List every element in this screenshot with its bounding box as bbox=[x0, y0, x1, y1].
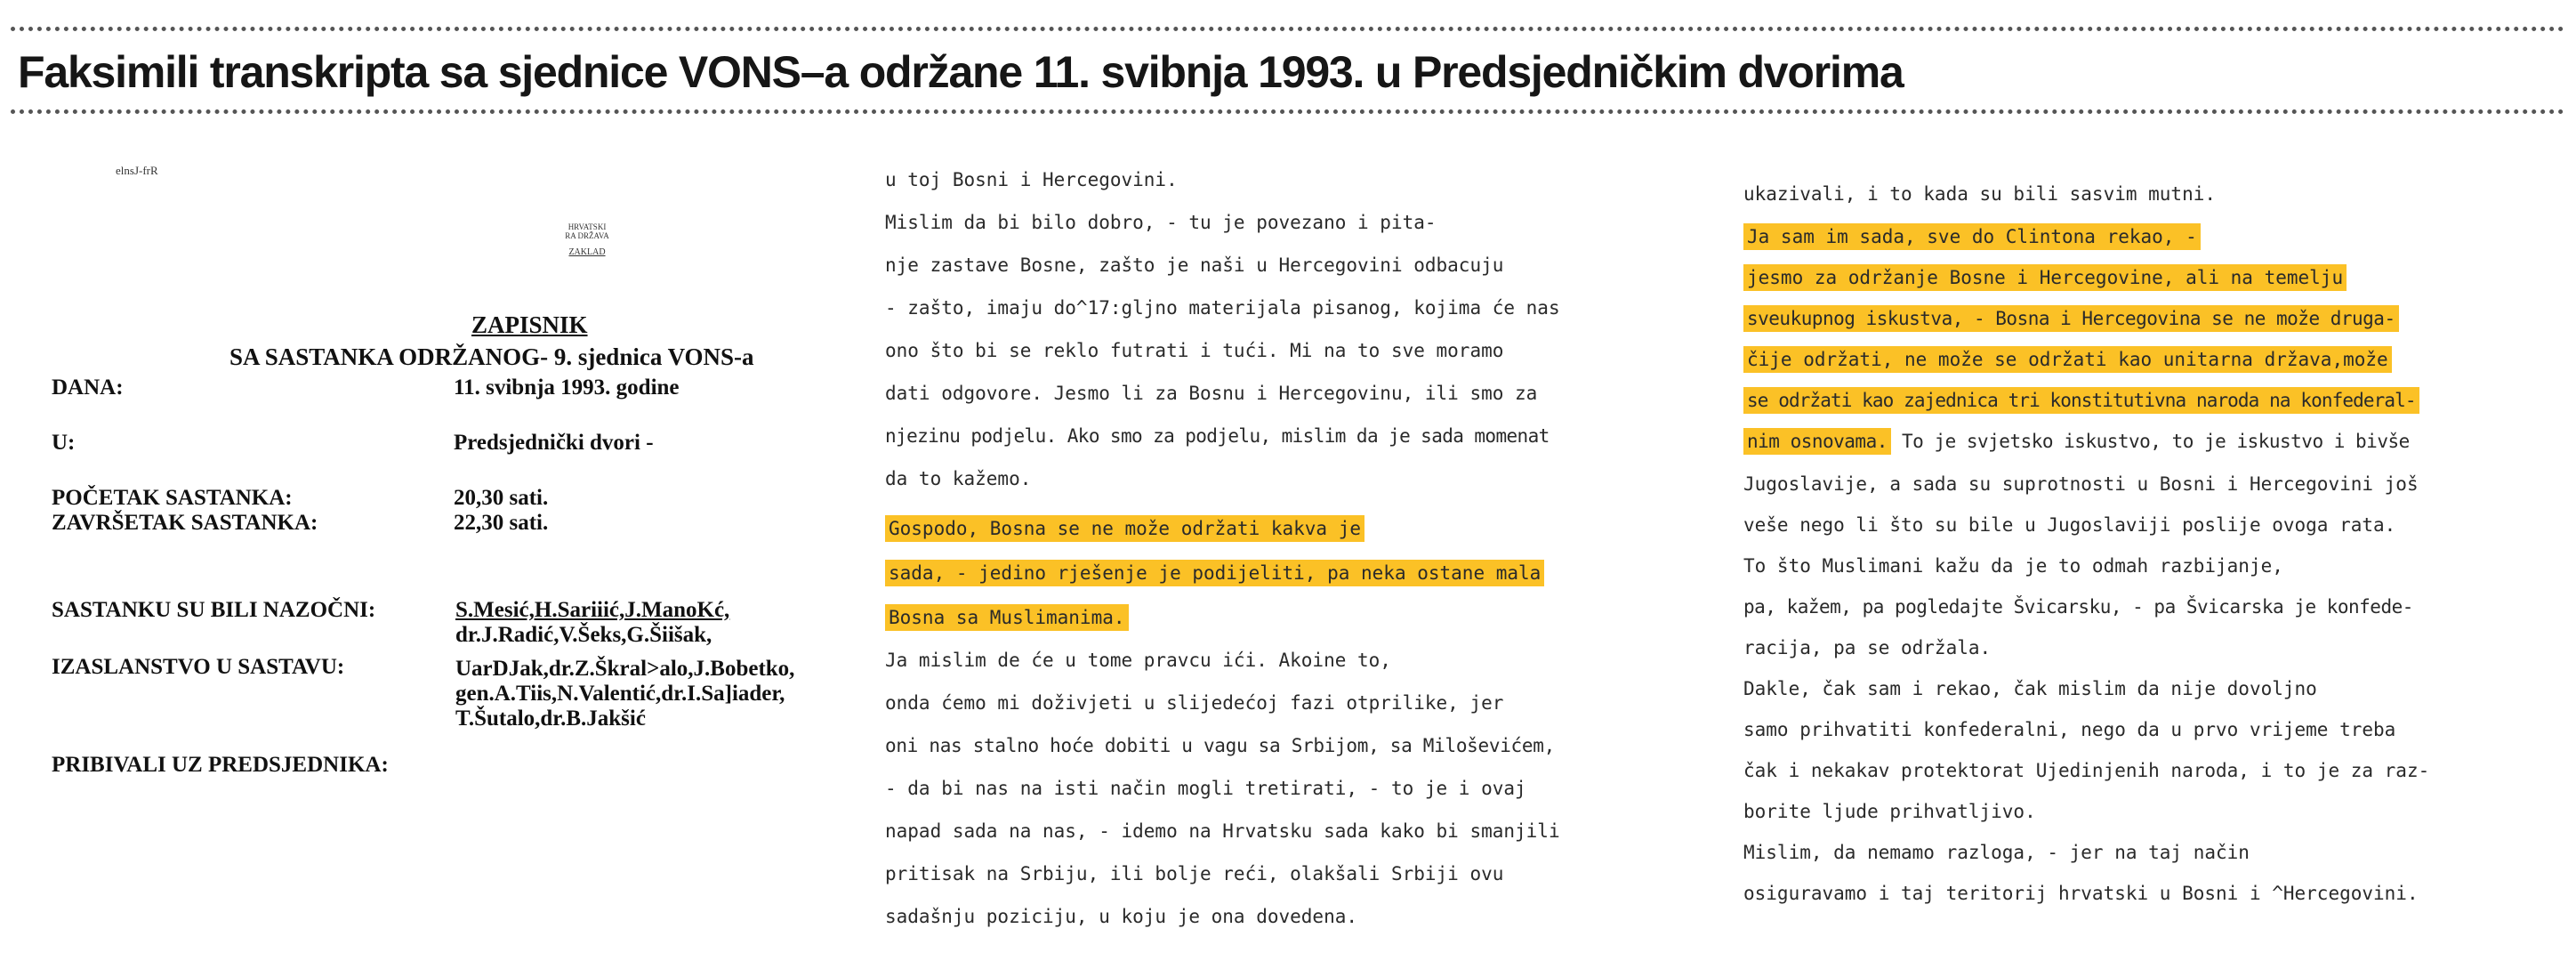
transcript-line: da to kažemo. bbox=[885, 468, 1032, 489]
stamp-line: RA DRŽAVA bbox=[565, 231, 609, 240]
field-label: U: bbox=[52, 431, 76, 455]
bottom-dotted-rule bbox=[11, 109, 2565, 114]
page-title: Faksimili transkripta sa sjednice VONS–a održane 11. svibnja 1993. u Predsjedničkim dvorima bbox=[18, 47, 1904, 97]
transcript-line: Dakle, čak sam i rekao, čak mislim da nije dovoljno bbox=[1743, 678, 2317, 699]
stamp-line: HRVATSKI bbox=[568, 222, 607, 231]
highlighted-line: sveukupnog iskustva, - Bosna i Hercegovina se ne može druga- bbox=[1743, 308, 2399, 329]
minutes-title: ZAPISNIK bbox=[471, 311, 588, 338]
field-value: 20,30 sati. bbox=[454, 486, 549, 510]
stamp bbox=[560, 222, 614, 257]
field-value: 22,30 sati. bbox=[454, 511, 549, 535]
highlighted-line: Gospodo, Bosna se ne može održati kakva je bbox=[885, 518, 1364, 539]
field-value: Predsjednički dvori - bbox=[454, 431, 654, 455]
transcript-line: nje zastave Bosne, zašto je naši u Hercegovini odbacuju bbox=[885, 254, 1504, 276]
minutes-subtitle: SA SASTANKA ODRŽANOG- 9. sjednica VONS-a bbox=[229, 343, 754, 370]
transcript-line: ukazivali, i to kada su bili sasvim mutni. bbox=[1743, 183, 2217, 205]
highlighted-line: jesmo za održanje Bosne i Hercegovine, ali na temelju bbox=[1743, 267, 2347, 288]
mixed-line: nim osnovama. To je svjetsko iskustvo, to je iskustvo i bivše bbox=[1743, 431, 2410, 452]
transcript-line: pa, kažem, pa pogledajte Švicarsku, - pa Švicarska je konfede- bbox=[1743, 596, 2413, 618]
highlighted-line: se održati kao zajednica tri konstitutivna naroda na konfederal- bbox=[1743, 390, 2419, 411]
minutes-facsimile bbox=[0, 151, 854, 961]
transcript-line: čak i nekakav protektorat Ujedinjenih naroda, i to je za raz- bbox=[1743, 760, 2430, 781]
transcript-line: pritisak na Srbiju, ili bolje reći, olakšali Srbiji ovu bbox=[885, 863, 1504, 884]
delegation-line: T.Šutalo,dr.B.Jakšić bbox=[455, 707, 646, 731]
transcript-line: Ja mislim de će u tome pravcu ići. Akoine to, bbox=[885, 650, 1391, 671]
top-dotted-rule bbox=[11, 27, 2565, 31]
transcript-line: racija, pa se održala. bbox=[1743, 637, 1992, 658]
delegation-label: IZASLANSTVO U SASTAVU: bbox=[52, 655, 345, 679]
field-label: DANA: bbox=[52, 376, 124, 400]
with-president-label: PRIBIVALI UZ PREDSJEDNIKA: bbox=[52, 753, 389, 777]
transcript-line: - da bi nas na isti način mogli tretirati, - to je i ovaj bbox=[885, 778, 1526, 799]
transcript-line: veše nego li što su bile u Jugoslaviji poslije ovoga rata. bbox=[1743, 514, 2396, 536]
transcript-line: sadašnju poziciju, u koju je ona dovedena. bbox=[885, 906, 1358, 927]
transcript-line: Mislim, da nemamo razloga, - jer na taj način bbox=[1743, 842, 2250, 863]
transcript-page-right bbox=[1735, 151, 2576, 961]
transcript-line: u toj Bosni i Hercegovini. bbox=[885, 169, 1178, 190]
transcript-line: oni nas stalno hoće dobiti u vagu sa Srbijom, sa Miloševićem, bbox=[885, 735, 1555, 756]
present-label: SASTANKU SU BILI NAZOČNI: bbox=[52, 598, 376, 622]
highlighted-line: Bosna sa Muslimanima. bbox=[885, 607, 1129, 628]
transcript-line: njezinu podjelu. Ako smo za podjelu, mislim da je sada momenat bbox=[885, 425, 1550, 447]
field-label: POČETAK SASTANKA: bbox=[52, 486, 293, 510]
present-line: S.Mesić,H.Sariiić,J.ManoKć, bbox=[455, 598, 730, 622]
top-mark: elnsJ-frR bbox=[116, 164, 158, 177]
transcript-line: napad sada na nas, - idemo na Hrvatsku sada kako bi smanjili bbox=[885, 820, 1560, 842]
field-value: 11. svibnja 1993. godine bbox=[454, 376, 680, 400]
transcript-page-middle bbox=[876, 151, 1712, 961]
transcript-line: samo prihvatiti konfederalni, nego da u prvo vrijeme treba bbox=[1743, 719, 2396, 740]
field-label: ZAVRŠETAK SASTANKA: bbox=[52, 511, 318, 535]
highlighted-line: Ja sam im sada, sve do Clintona rekao, - bbox=[1743, 226, 2201, 247]
highlighted-line: čije održati, ne može se održati kao unitarna država,može bbox=[1743, 349, 2392, 370]
transcript-line: ono što bi se reklo futrati i tući. Mi na to sve moramo bbox=[885, 340, 1504, 361]
transcript-line: Jugoslavije, a sada su suprotnosti u Bosni i Hercegovini još bbox=[1743, 473, 2419, 495]
transcript-line: borite ljude prihvatljivo. bbox=[1743, 801, 2036, 822]
delegation-line: gen.A.Tiis,N.Valentić,dr.I.Sa]iader, bbox=[455, 682, 785, 706]
transcript-line: onda ćemo mi doživjeti u slijedećoj fazi otprilike, jer bbox=[885, 692, 1504, 714]
transcript-line: dati odgovore. Jesmo li za Bosnu i Hercegovinu, ili smo za bbox=[885, 383, 1538, 404]
highlighted-line: sada, - jedino rješenje je podijeliti, pa neka ostane mala bbox=[885, 562, 1544, 584]
transcript-line: - zašto, imaju do^17:gljno materijala pisanog, kojima će nas bbox=[885, 297, 1560, 319]
present-line: dr.J.Radić,V.Šeks,G.Šiišak, bbox=[455, 623, 712, 647]
stamp-line: ZAKLAD bbox=[568, 247, 606, 257]
transcript-line: To što Muslimani kažu da je to odmah razbijanje, bbox=[1743, 555, 2283, 577]
transcript-line: Mislim da bi bilo dobro, - tu je povezano i pita- bbox=[885, 212, 1437, 233]
transcript-line: osiguravamo i taj teritorij hrvatski u Bosni i ^Hercegovini. bbox=[1743, 883, 2419, 904]
delegation-line: UarDJak,dr.Z.Škral>alo,J.Bobetko, bbox=[455, 657, 795, 681]
